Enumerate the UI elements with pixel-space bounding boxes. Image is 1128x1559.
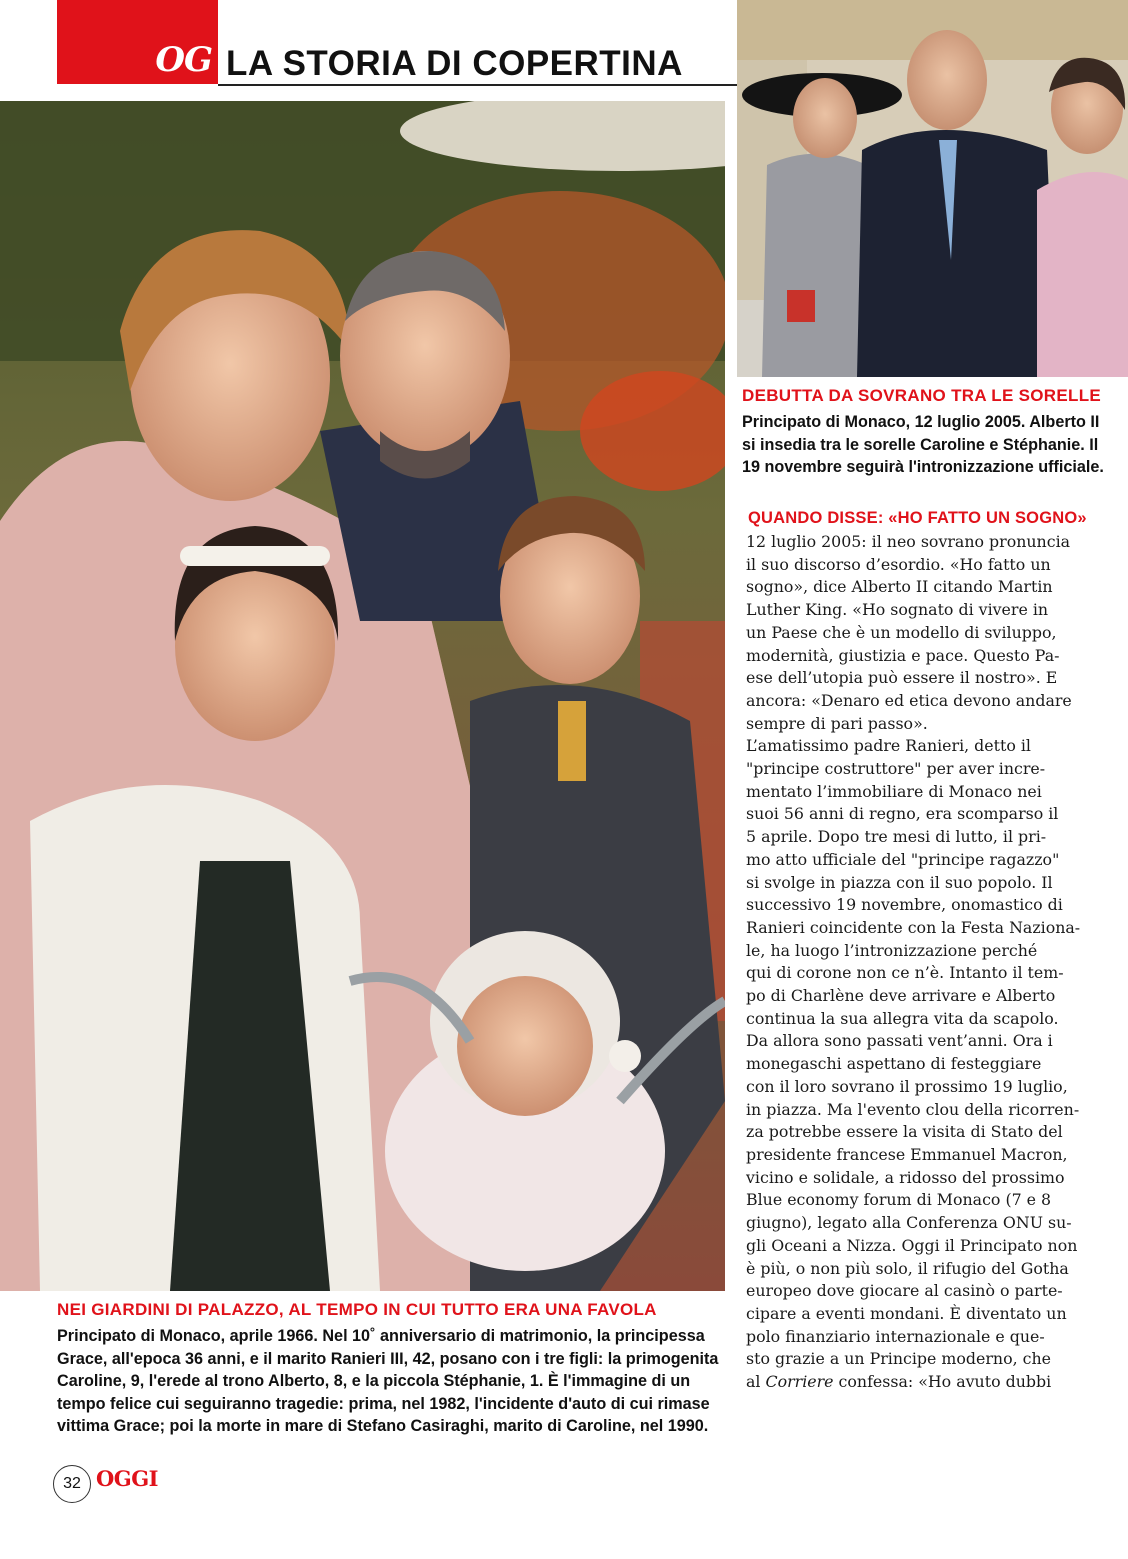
article-line: gli Oceani a Nizza. Oggi il Principato non (746, 1235, 1078, 1255)
publication-name: Corriere (765, 1372, 834, 1392)
header-rule (218, 84, 738, 86)
article-line: Blue economy forum di Monaco (7 e 8 (746, 1190, 1052, 1210)
article-line: giugno), legato alla Conferenza ONU su- (746, 1213, 1072, 1233)
article-line: L’amatissimo padre Ranieri, detto il (746, 736, 1031, 756)
article-line: monegaschi aspettano di festeggiare (746, 1054, 1042, 1074)
article-line: sogno», dice Alberto II citando Martin (746, 577, 1053, 597)
caption-line: Caroline, 9, l'erede al trono Alberto, 8, e la piccola Stéphanie, 1. È l'immagine di un (57, 1372, 691, 1391)
article-line: Luther King. «Ho sognato di vivere in (746, 600, 1049, 620)
article-line: Ranieri coincidente con la Festa Naziona- (746, 917, 1081, 937)
article-text: confessa: «Ho avuto dubbi (833, 1372, 1052, 1392)
article-line: le, ha luogo l’intronizzazione perché (746, 940, 1038, 960)
article-line: polo finanziario internazionale e que- (746, 1326, 1045, 1346)
article-body (746, 531, 1120, 1394)
article-line: suoi 56 anni di regno, era scomparso il (746, 804, 1059, 824)
article-line: presidente francese Emmanuel Macron, (746, 1144, 1068, 1164)
article-line: in piazza. Ma l'evento clou della ricorren- (746, 1099, 1080, 1119)
caption-line: tempo felice cui seguiranno tragedie: prima, nel 1982, l'incidente d'auto di cui rimase (57, 1394, 710, 1413)
caption-line: 19 novembre seguirà l'intronizzazione ufficiale. (742, 458, 1104, 477)
header-badge-text: OG (155, 40, 212, 80)
caption-main-body (57, 1325, 718, 1438)
article-line: ancora: «Denaro ed etica devono andare (746, 690, 1072, 710)
article-text: al (746, 1372, 766, 1392)
caption-line: Grace, all'epoca 36 anni, e il marito Ranieri III, 42, posano con i tre figli: la primogenita (57, 1349, 719, 1368)
article-last-line (746, 1371, 1120, 1394)
article-line: successivo 19 novembre, onomastico di (746, 895, 1063, 915)
article-line: continua la sua allegra vita da scapolo. (746, 1008, 1059, 1028)
article-line: modernità, giustizia e pace. Questo Pa- (746, 645, 1060, 665)
article-line: mentato l’immobiliare di Monaco nei (746, 781, 1042, 801)
page-section-title: LA STORIA DI COPERTINA (226, 44, 683, 83)
article-line: sto grazie a un Principe moderno, che (746, 1349, 1052, 1369)
article-line: un Paese che è un modello di sviluppo, (746, 622, 1057, 642)
magazine-logo: OGGI (96, 1466, 158, 1491)
group-photo-icon (737, 0, 1128, 377)
article-line: po di Charlène deve arrivare e Alberto (746, 986, 1056, 1006)
header-badge (57, 0, 218, 84)
article-line: vicino e solidale, a ridosso del prossimo (746, 1167, 1065, 1187)
article-line: ese dell’utopia può essere il nostro». E (746, 668, 1058, 688)
article-line: 12 luglio 2005: il neo sovrano pronuncia (746, 532, 1071, 551)
article-line: è più, o non più solo, il rifugio del Gotha (746, 1258, 1069, 1278)
article-line: con il loro sovrano il prossimo 19 luglio, (746, 1076, 1068, 1096)
caption-line: Principato di Monaco, 12 luglio 2005. Alberto II (742, 413, 1100, 431)
top-photo (737, 0, 1128, 377)
page-number: 32 (53, 1465, 91, 1503)
article-heading: QUANDO DISSE: «HO FATTO UN SOGNO» (748, 509, 1087, 527)
article-line: europeo dove giocare al casinò o parte- (746, 1281, 1063, 1301)
article-line: mo atto ufficiale del "principe ragazzo" (746, 849, 1060, 869)
article-line: il suo discorso d’esordio. «Ho fatto un (746, 554, 1051, 574)
article-line: za potrebbe essere la visita di Stato del (746, 1122, 1063, 1142)
article-line: "principe costruttore" per aver incre- (746, 759, 1046, 779)
article-line: sempre di pari passo». (746, 713, 928, 733)
caption-top-body (742, 411, 1104, 479)
caption-line: Principato di Monaco, aprile 1966. Nel 10˚ anniversario di matrimonio, la principessa (57, 1327, 705, 1345)
article-line: Da allora sono passati vent’anni. Ora i (746, 1031, 1053, 1051)
article-line: 5 aprile. Dopo tre mesi di lutto, il pri- (746, 827, 1047, 847)
article-line: qui di corone non ce n’è. Intanto il tem- (746, 963, 1064, 983)
article-line: si svolge in piazza con il suo popolo. Il (746, 872, 1053, 892)
main-photo (0, 101, 725, 1291)
caption-line: si insedia tra le sorelle Caroline e Stéphanie. Il (742, 435, 1099, 454)
caption-main-heading: NEI GIARDINI DI PALAZZO, AL TEMPO IN CUI TUTTO ERA UNA FAVOLA (57, 1300, 657, 1319)
family-photo-icon (0, 101, 725, 1291)
caption-line: vittima Grace; poi la morte in mare di Stefano Casiraghi, marito di Caroline, nel 1990. (57, 1417, 709, 1436)
article-line: cipare a eventi mondani. È diventato un (746, 1303, 1067, 1323)
caption-top-heading: DEBUTTA DA SOVRANO TRA LE SORELLE (742, 386, 1102, 405)
